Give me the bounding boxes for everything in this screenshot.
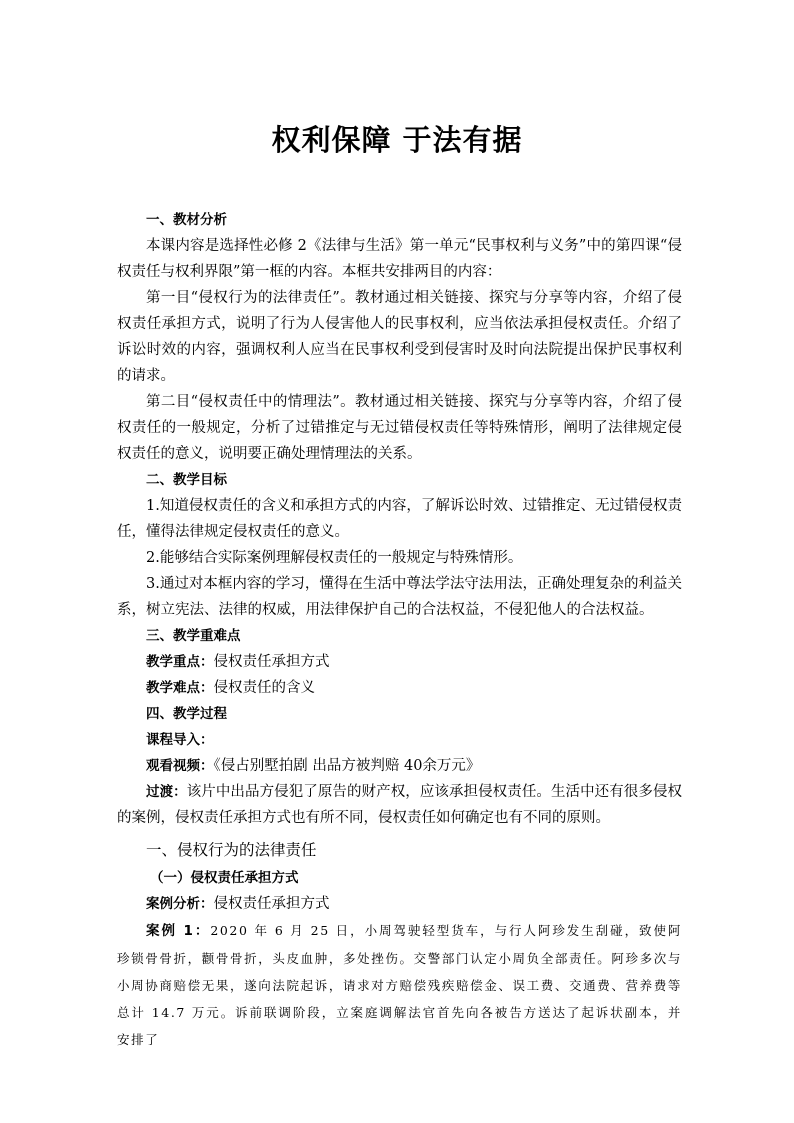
document-title: 权利保障 于法有据 (271, 123, 523, 157)
case-analysis-text: 侵权责任承担方式 (213, 896, 330, 912)
document-body (117, 207, 682, 1053)
difficulty-text: 侵权责任的含义 (213, 680, 315, 696)
section-heading-materials: 一、教材分析 (146, 212, 227, 228)
video-title: 《侵占别墅拍剧 出品方被判赔 40余万元》 (213, 758, 481, 774)
key-point-line (117, 649, 682, 675)
goal-item: 2.能够结合实际案例理解侵权责任的一般规定与特殊情形。 (146, 550, 523, 566)
case-analysis-line (117, 891, 682, 917)
transition-label: 过渡： (146, 784, 187, 800)
paragraph: 本课内容是选择性必修 2《法律与生活》第一单元“民事权利与义务”中的第四课“侵权责任与权利界限”第一框的内容。本框共安排两目的内容： (117, 238, 682, 280)
paragraph: 第一目“侵权行为的法律责任”。教材通过相关链接、探究与分享等内容，介绍了侵权责任承担方式，说明了行为人侵害他人的民事权利，应当依法承担侵权责任。介绍了诉讼时效的内容，强调权利人应当在民事权利受到侵害时及时向法院提出保护民事权利的请求。 (117, 290, 682, 384)
video-line (117, 753, 682, 779)
intro-label: 课程导入： (146, 732, 214, 748)
case-1-paragraph (117, 917, 682, 1053)
case-1-text: 2020 年 6 月 25 日，小周驾驶轻型货车，与行人阿珍发生刮碰，致使阿珍锁骨骨折，颧骨骨折，头皮血肿，多处挫伤。交警部门认定小周负全部责任。阿珍多次与小周协商赔偿无果，遂向法院起诉，请求对方赔偿残疾赔偿金、误工费、交通费、营养费等总计 14.7 万元。诉前联调阶段，立案庭调解法官首先向各被告方送达了起诉状副本，并安排了 (117, 923, 683, 1047)
key-point-text: 侵权责任承担方式 (213, 654, 330, 670)
case-analysis-label: 案例分析： (146, 896, 214, 912)
difficulty-label: 教学难点： (146, 680, 214, 696)
paragraph: 第二目“侵权责任中的情理法”。教材通过相关链接、探究与分享等内容，介绍了侵权责任的一般规定，分析了过错推定与无过错侵权责任等特殊情形，阐明了法律规定侵权责任的意义，说明要正确处理情理法的关系。 (117, 394, 682, 462)
case-1-label: 案例 1： (146, 923, 211, 939)
video-label: 观看视频： (146, 758, 214, 774)
lesson-section-title: 一、侵权行为的法律责任 (146, 841, 317, 859)
key-point-label: 教学重点： (146, 654, 214, 670)
difficulty-line (117, 675, 682, 701)
section-heading-process: 四、教学过程 (146, 706, 227, 722)
transition-text: 该片中出品方侵犯了原告的财产权，应该承担侵权责任。生活中还有很多侵权的案例，侵权责任承担方式也有所不同，侵权责任如何确定也有不同的原则。 (117, 784, 683, 826)
goal-item: 1.知道侵权责任的含义和承担方式的内容，了解诉讼时效、过错推定、无过错侵权责任，懂得法律规定侵权责任的意义。 (117, 498, 682, 540)
section-heading-key-points: 三、教学重难点 (146, 628, 241, 644)
section-heading-goals: 二、教学目标 (146, 472, 227, 488)
goal-item: 3.通过对本框内容的学习，懂得在生活中尊法学法守法用法，正确处理复杂的利益关系，树立宪法、法律的权威，用法律保护自己的合法权益，不侵犯他人的合法权益。 (117, 576, 682, 618)
transition-paragraph (117, 779, 682, 831)
intro-line (117, 727, 682, 753)
lesson-subsection-title: （一）侵权责任承担方式 (150, 870, 299, 886)
